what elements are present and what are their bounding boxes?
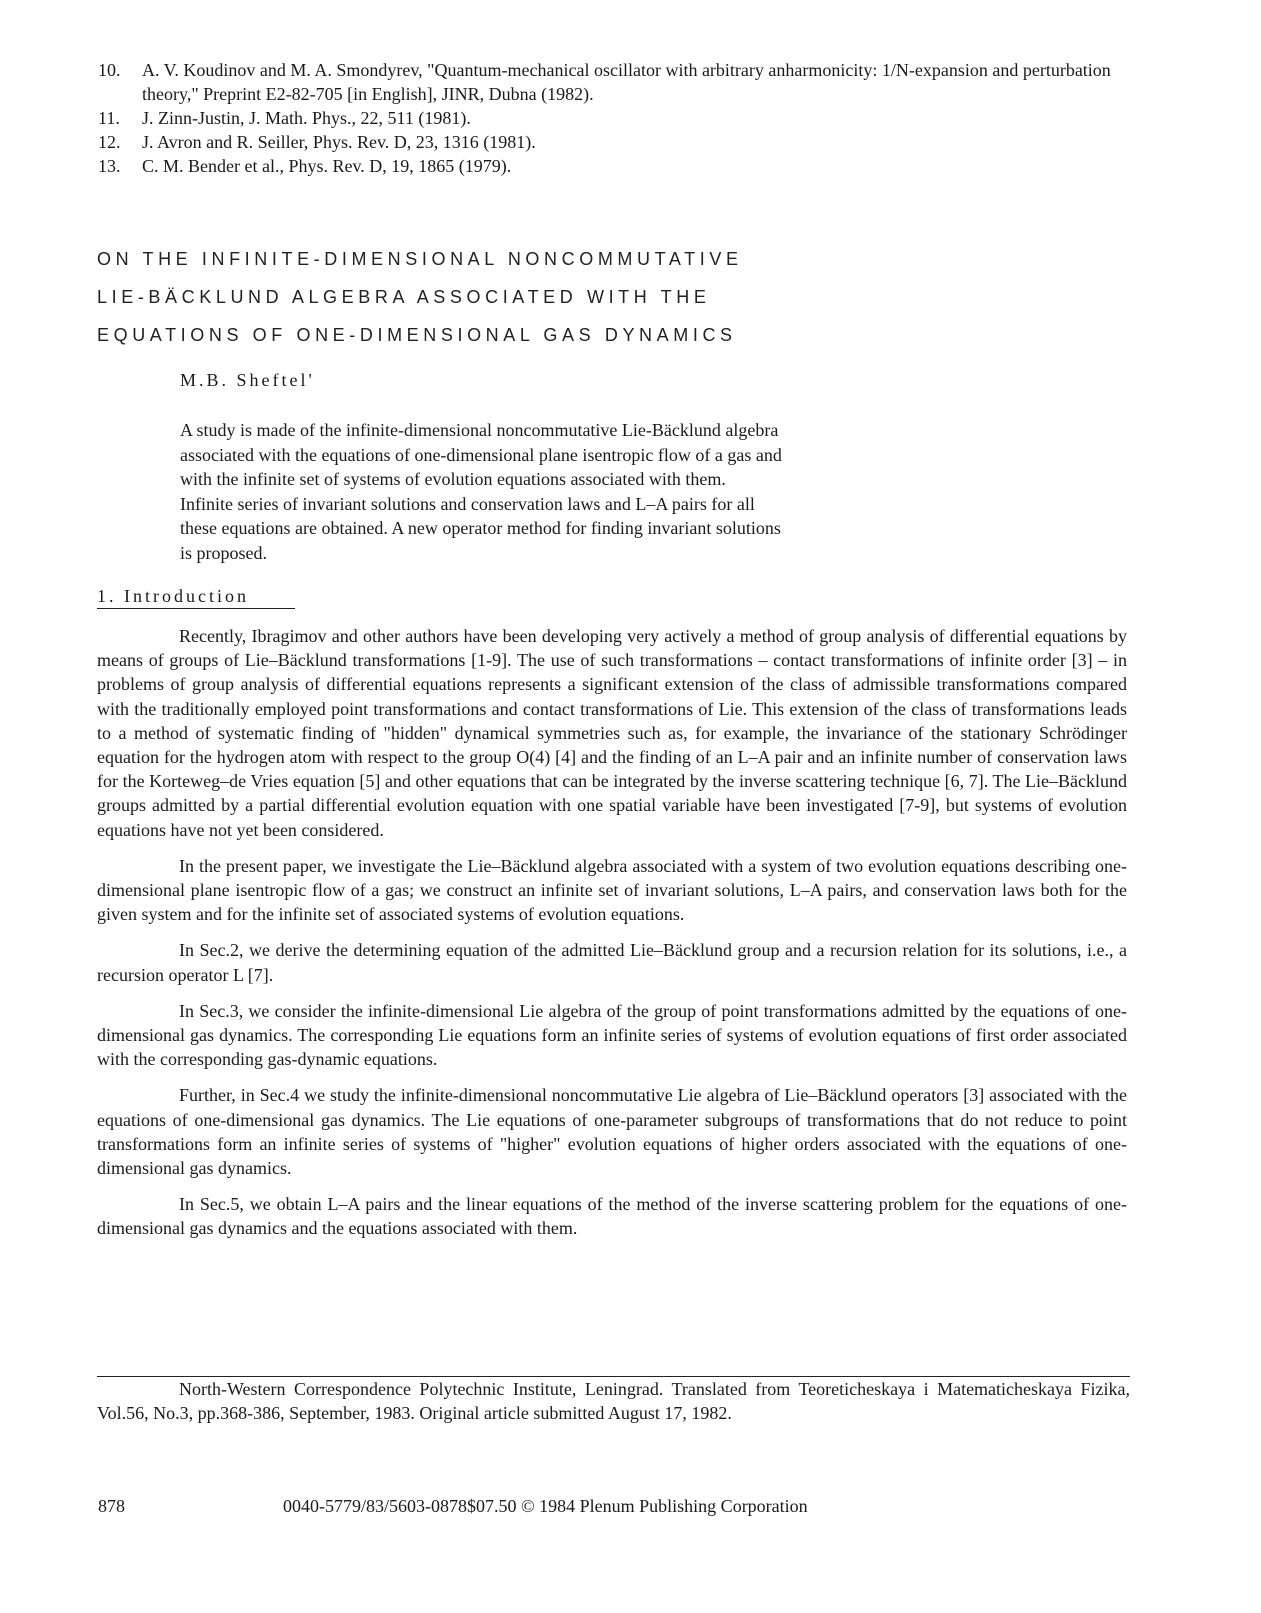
reference-number: 11.	[98, 108, 120, 128]
reference-item	[98, 58, 1148, 106]
footnote-divider	[97, 1376, 1130, 1377]
reference-number: 10.	[98, 60, 121, 80]
paragraph: In the present paper, we investigate the Lie–Bäcklund algebra associated with a system of two evolution equations describing one-dimensional plane isentropic flow of a gas; we construct an infinite set of invariant solutions, L–A pairs, and conservation laws both for the given system and for the infinite set of associated systems of evolution equations.	[97, 855, 1127, 925]
reference-item	[98, 106, 1148, 130]
reference-text: J. Zinn-Justin, J. Math. Phys., 22, 511 (1981).	[142, 108, 471, 128]
abstract-text: A study is made of the infinite-dimensional noncommutative Lie-Bäcklund algebra associated with the equations of one-dimensional plane isentropic flow of a gas and with the infinite set of systems of evolution equations associated with them. Infinite series of invariant solutions and conservation laws and L–A pairs for all these equations are obtained. A new operator method for finding invariant solutions is proposed.	[180, 420, 782, 563]
reference-item	[98, 154, 1148, 178]
paragraph: In Sec.3, we consider the infinite-dimensional Lie algebra of the group of point transformations admitted by the equations of one-dimensional gas dynamics. The corresponding Lie equations form an infinite series of systems of evolution equations of first order associated with the corresponding gas-dynamic equations.	[97, 1000, 1127, 1070]
reference-text: C. M. Bender et al., Phys. Rev. D, 19, 1865 (1979).	[142, 156, 512, 176]
footnote	[97, 1378, 1130, 1425]
reference-number: 13.	[98, 156, 121, 176]
article-title	[97, 248, 743, 362]
reference-text: J. Avron and R. Seiller, Phys. Rev. D, 23, 1316 (1981).	[142, 132, 536, 152]
title-line: EQUATIONS OF ONE-DIMENSIONAL GAS DYNAMICS	[97, 325, 737, 345]
title-line: LIE-BÄCKLUND ALGEBRA ASSOCIATED WITH THE	[97, 287, 711, 307]
reference-list	[98, 58, 1148, 178]
reference-text: A. V. Koudinov and M. A. Smondyrev, "Quantum-mechanical oscillator with arbitrary anharmonicity: 1/N-expansion and perturbation theory," Preprint E2-82-705 [in English], JINR, Dubna (1982).	[142, 60, 1111, 104]
footnote-text: North-Western Correspondence Polytechnic Institute, Leningrad. Translated from Teoreticheskaya i Matematicheskaya Fizika, Vol.56, No.3, pp.368-386, September, 1983. Original article submitted August 17, 1982.	[97, 1379, 1130, 1423]
section-heading: 1. Introduction	[97, 586, 295, 609]
abstract	[180, 418, 980, 565]
title-line: ON THE INFINITE-DIMENSIONAL NONCOMMUTATIVE	[97, 249, 743, 269]
page-number: 878	[98, 1496, 125, 1516]
author-name: M.B. Sheftel'	[180, 370, 315, 390]
paragraph: Further, in Sec.4 we study the infinite-dimensional noncommutative Lie algebra of Lie–Bäcklund operators [3] associated with the equations of one-dimensional gas dynamics. The Lie equations of one-parameter subgroups of transformations that do not reduce to point transformations form an infinite series of systems of "higher" evolution equations of higher orders associated with the equations of one-dimensional gas dynamics.	[97, 1085, 1127, 1179]
publisher-code: 0040-5779/83/5603-0878$07.50 © 1984 Plenum Publishing Corporation	[283, 1496, 808, 1516]
paragraph: Recently, Ibragimov and other authors have been developing very actively a method of group analysis of differential equations by means of groups of Lie–Bäcklund transformations [1-9]. The use of such transformations – contact transformations of infinite order [3] – in problems of group analysis of differential equations represents a significant extension of the class of admissible transformations compared with the traditionally employed point transformations and contact transformations of Lie. This extension of the class of transformations leads to a method of systematic finding of "hidden" dynamical symmetries such as, for example, the invariance of the stationary Schrödinger equation for the hydrogen atom with respect to the group O(4) [4] and the finding of an L–A pair and an infinite number of conservation laws for the Korteweg–de Vries equation [5] and other equations that can be integrated by the inverse scattering technique [6, 7]. The Lie–Bäcklund groups admitted by a partial differential evolution equation with one spatial variable have been investigated [7-9], but systems of evolution equations have not yet been considered.	[97, 626, 1127, 840]
paragraph: In Sec.2, we derive the determining equation of the admitted Lie–Bäcklund group and a recursion relation for its solutions, i.e., a recursion operator L [7].	[97, 940, 1127, 985]
paragraph: In Sec.5, we obtain L–A pairs and the linear equations of the method of the inverse scattering problem for the equations of one-dimensional gas dynamics and the equations associated with them.	[97, 1194, 1127, 1239]
body-text	[97, 624, 1127, 1253]
reference-number: 12.	[98, 132, 121, 152]
reference-item	[98, 130, 1148, 154]
